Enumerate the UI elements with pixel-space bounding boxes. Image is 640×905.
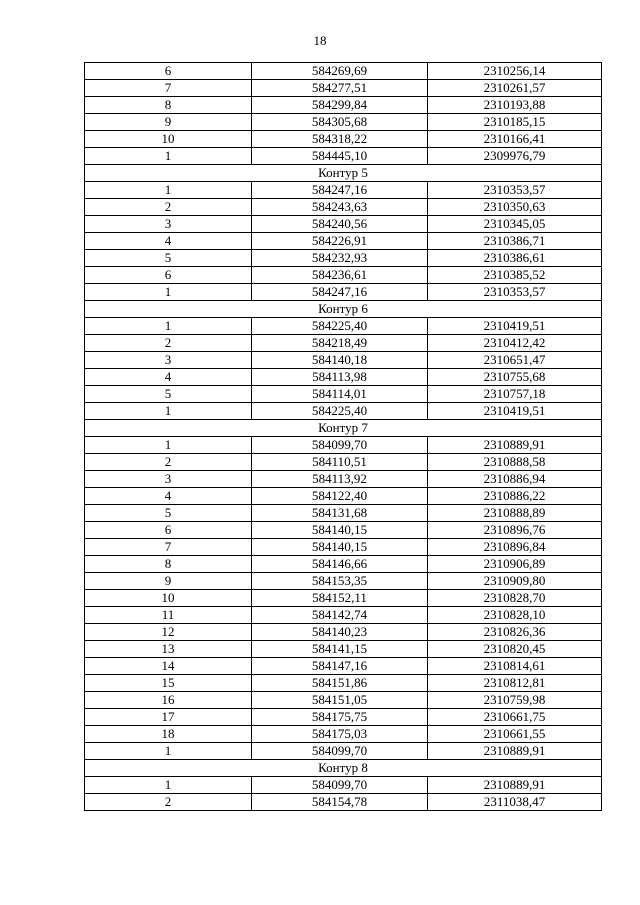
x-coordinate-cell: 584305,68 — [252, 114, 428, 131]
y-coordinate-cell: 2309976,79 — [428, 148, 602, 165]
x-coordinate-cell: 584140,15 — [252, 539, 428, 556]
table-row — [85, 692, 602, 709]
table-row — [85, 471, 602, 488]
y-coordinate-cell: 2310353,57 — [428, 284, 602, 301]
point-number-cell: 5 — [85, 505, 252, 522]
y-coordinate-cell: 2310350,63 — [428, 199, 602, 216]
table-row — [85, 437, 602, 454]
y-coordinate-cell: 2310828,10 — [428, 607, 602, 624]
point-number-cell: 2 — [85, 199, 252, 216]
table-row — [85, 148, 602, 165]
y-coordinate-cell: 2310909,80 — [428, 573, 602, 590]
x-coordinate-cell: 584225,40 — [252, 403, 428, 420]
contour-label: Контур 7 — [85, 420, 602, 437]
x-coordinate-cell: 584269,69 — [252, 63, 428, 80]
x-coordinate-cell: 584114,01 — [252, 386, 428, 403]
x-coordinate-cell: 584122,40 — [252, 488, 428, 505]
point-number-cell: 1 — [85, 318, 252, 335]
x-coordinate-cell: 584140,23 — [252, 624, 428, 641]
table-row — [85, 80, 602, 97]
x-coordinate-cell: 584240,56 — [252, 216, 428, 233]
y-coordinate-cell: 2310826,36 — [428, 624, 602, 641]
y-coordinate-cell: 2310889,91 — [428, 743, 602, 760]
point-number-cell: 5 — [85, 386, 252, 403]
y-coordinate-cell: 2310661,75 — [428, 709, 602, 726]
table-row — [85, 624, 602, 641]
x-coordinate-cell: 584110,51 — [252, 454, 428, 471]
y-coordinate-cell: 2310193,88 — [428, 97, 602, 114]
y-coordinate-cell: 2310385,52 — [428, 267, 602, 284]
contour-label: Контур 5 — [85, 165, 602, 182]
contour-header-row — [85, 760, 602, 777]
table-row — [85, 590, 602, 607]
point-number-cell: 9 — [85, 573, 252, 590]
x-coordinate-cell: 584243,63 — [252, 199, 428, 216]
table-row — [85, 675, 602, 692]
point-number-cell: 8 — [85, 97, 252, 114]
table-row — [85, 318, 602, 335]
y-coordinate-cell: 2310256,14 — [428, 63, 602, 80]
y-coordinate-cell: 2310261,57 — [428, 80, 602, 97]
x-coordinate-cell: 584141,15 — [252, 641, 428, 658]
x-coordinate-cell: 584277,51 — [252, 80, 428, 97]
x-coordinate-cell: 584153,35 — [252, 573, 428, 590]
contour-header-row — [85, 420, 602, 437]
point-number-cell: 18 — [85, 726, 252, 743]
y-coordinate-cell: 2310820,45 — [428, 641, 602, 658]
y-coordinate-cell: 2310386,61 — [428, 250, 602, 267]
x-coordinate-cell: 584152,11 — [252, 590, 428, 607]
point-number-cell: 1 — [85, 743, 252, 760]
contour-header-row — [85, 301, 602, 318]
table-row — [85, 216, 602, 233]
point-number-cell: 7 — [85, 539, 252, 556]
y-coordinate-cell: 2310812,81 — [428, 675, 602, 692]
x-coordinate-cell: 584113,98 — [252, 369, 428, 386]
y-coordinate-cell: 2310814,61 — [428, 658, 602, 675]
y-coordinate-cell: 2310412,42 — [428, 335, 602, 352]
x-coordinate-cell: 584099,70 — [252, 777, 428, 794]
y-coordinate-cell: 2310419,51 — [428, 318, 602, 335]
point-number-cell: 11 — [85, 607, 252, 624]
x-coordinate-cell: 584140,15 — [252, 522, 428, 539]
y-coordinate-cell: 2310888,89 — [428, 505, 602, 522]
table-row — [85, 777, 602, 794]
table-row — [85, 369, 602, 386]
x-coordinate-cell: 584154,78 — [252, 794, 428, 811]
y-coordinate-cell: 2310888,58 — [428, 454, 602, 471]
point-number-cell: 1 — [85, 403, 252, 420]
x-coordinate-cell: 584218,49 — [252, 335, 428, 352]
table-row — [85, 233, 602, 250]
y-coordinate-cell: 2310757,18 — [428, 386, 602, 403]
x-coordinate-cell: 584099,70 — [252, 743, 428, 760]
y-coordinate-cell: 2310896,76 — [428, 522, 602, 539]
y-coordinate-cell: 2310185,15 — [428, 114, 602, 131]
table-row — [85, 250, 602, 267]
point-number-cell: 2 — [85, 335, 252, 352]
table-row — [85, 403, 602, 420]
table-row — [85, 556, 602, 573]
x-coordinate-cell: 584247,16 — [252, 182, 428, 199]
y-coordinate-cell: 2310906,89 — [428, 556, 602, 573]
point-number-cell: 14 — [85, 658, 252, 675]
point-number-cell: 1 — [85, 148, 252, 165]
table-row — [85, 607, 602, 624]
x-coordinate-cell: 584226,91 — [252, 233, 428, 250]
table-row — [85, 267, 602, 284]
y-coordinate-cell: 2310651,47 — [428, 352, 602, 369]
table-row — [85, 488, 602, 505]
point-number-cell: 2 — [85, 454, 252, 471]
y-coordinate-cell: 2310755,68 — [428, 369, 602, 386]
x-coordinate-cell: 584232,93 — [252, 250, 428, 267]
table-row — [85, 794, 602, 811]
x-coordinate-cell: 584146,66 — [252, 556, 428, 573]
point-number-cell: 4 — [85, 233, 252, 250]
table-row — [85, 641, 602, 658]
table-row — [85, 522, 602, 539]
point-number-cell: 2 — [85, 794, 252, 811]
point-number-cell: 3 — [85, 352, 252, 369]
contour-label: Контур 8 — [85, 760, 602, 777]
contour-header-row — [85, 165, 602, 182]
coordinates-table-body — [85, 63, 602, 811]
table-row — [85, 97, 602, 114]
y-coordinate-cell: 2311038,47 — [428, 794, 602, 811]
point-number-cell: 8 — [85, 556, 252, 573]
x-coordinate-cell: 584131,68 — [252, 505, 428, 522]
point-number-cell: 15 — [85, 675, 252, 692]
table-row — [85, 573, 602, 590]
table-row — [85, 454, 602, 471]
y-coordinate-cell: 2310166,41 — [428, 131, 602, 148]
point-number-cell: 17 — [85, 709, 252, 726]
table-row — [85, 709, 602, 726]
coordinates-table — [84, 62, 602, 811]
x-coordinate-cell: 584151,86 — [252, 675, 428, 692]
point-number-cell: 10 — [85, 590, 252, 607]
x-coordinate-cell: 584175,03 — [252, 726, 428, 743]
x-coordinate-cell: 584247,16 — [252, 284, 428, 301]
point-number-cell: 12 — [85, 624, 252, 641]
point-number-cell: 9 — [85, 114, 252, 131]
point-number-cell: 10 — [85, 131, 252, 148]
point-number-cell: 3 — [85, 216, 252, 233]
y-coordinate-cell: 2310896,84 — [428, 539, 602, 556]
table-row — [85, 658, 602, 675]
y-coordinate-cell: 2310889,91 — [428, 777, 602, 794]
x-coordinate-cell: 584225,40 — [252, 318, 428, 335]
table-row — [85, 386, 602, 403]
table-row — [85, 131, 602, 148]
x-coordinate-cell: 584140,18 — [252, 352, 428, 369]
x-coordinate-cell: 584445,10 — [252, 148, 428, 165]
y-coordinate-cell: 2310353,57 — [428, 182, 602, 199]
x-coordinate-cell: 584099,70 — [252, 437, 428, 454]
x-coordinate-cell: 584175,75 — [252, 709, 428, 726]
page-number: 18 — [313, 33, 327, 48]
table-row — [85, 743, 602, 760]
point-number-cell: 16 — [85, 692, 252, 709]
point-number-cell: 6 — [85, 267, 252, 284]
point-number-cell: 13 — [85, 641, 252, 658]
point-number-cell: 1 — [85, 777, 252, 794]
point-number-cell: 6 — [85, 522, 252, 539]
point-number-cell: 6 — [85, 63, 252, 80]
x-coordinate-cell: 584236,61 — [252, 267, 428, 284]
point-number-cell: 7 — [85, 80, 252, 97]
table-row — [85, 63, 602, 80]
x-coordinate-cell: 584299,84 — [252, 97, 428, 114]
table-row — [85, 284, 602, 301]
y-coordinate-cell: 2310889,91 — [428, 437, 602, 454]
x-coordinate-cell: 584318,22 — [252, 131, 428, 148]
y-coordinate-cell: 2310345,05 — [428, 216, 602, 233]
y-coordinate-cell: 2310661,55 — [428, 726, 602, 743]
point-number-cell: 5 — [85, 250, 252, 267]
point-number-cell: 4 — [85, 488, 252, 505]
x-coordinate-cell: 584113,92 — [252, 471, 428, 488]
point-number-cell: 1 — [85, 437, 252, 454]
point-number-cell: 4 — [85, 369, 252, 386]
y-coordinate-cell: 2310386,71 — [428, 233, 602, 250]
y-coordinate-cell: 2310886,94 — [428, 471, 602, 488]
table-row — [85, 505, 602, 522]
table-row — [85, 352, 602, 369]
contour-label: Контур 6 — [85, 301, 602, 318]
y-coordinate-cell: 2310886,22 — [428, 488, 602, 505]
y-coordinate-cell: 2310419,51 — [428, 403, 602, 420]
x-coordinate-cell: 584147,16 — [252, 658, 428, 675]
x-coordinate-cell: 584151,05 — [252, 692, 428, 709]
table-row — [85, 182, 602, 199]
table-row — [85, 114, 602, 131]
table-row — [85, 539, 602, 556]
y-coordinate-cell: 2310828,70 — [428, 590, 602, 607]
point-number-cell: 1 — [85, 182, 252, 199]
x-coordinate-cell: 584142,74 — [252, 607, 428, 624]
table-row — [85, 726, 602, 743]
table-row — [85, 335, 602, 352]
y-coordinate-cell: 2310759,98 — [428, 692, 602, 709]
point-number-cell: 1 — [85, 284, 252, 301]
table-row — [85, 199, 602, 216]
point-number-cell: 3 — [85, 471, 252, 488]
